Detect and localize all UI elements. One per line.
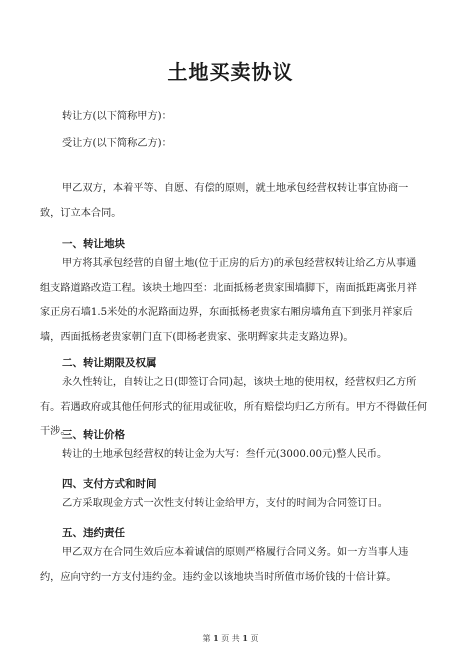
section-heading-1: 一、转让地块 xyxy=(62,238,125,250)
section-body-2: 永久性转让，自转让之日(即签订合同)起，该块土地的使用权，经营权归乙方所有。若遇政府或其他任何形式的征用或征收，所有赔偿均归乙方所有。甲方不得做任何干涉。 xyxy=(40,377,428,437)
section-body-3: 转让的土地承包经营权的转让金为大写：叁仟元(3000.00元)整人民币。 xyxy=(62,449,388,460)
intro-paragraph: 甲乙双方，本着平等、自愿、有偿的原则，就土地承包经营权转让事宜协商一致，订立本合同。 xyxy=(40,183,409,219)
party-a-line: 转让方(以下简称甲方)： xyxy=(62,111,172,122)
section-body-1: 甲方将其承包经营的自留土地(位于正房的后方)的承包经营权转让给乙方从事通组支路道路改造工程。该块土地四至：北面抵杨老贵家围墙脚下，南面抵距离张月祥家正房石墙1.5米处的水泥路面边界，东面抵杨老贵家右厢房墙角直下到张月祥家后墙，西面抵杨老贵家朝门直下(即杨老贵家、张明辉家共走支路边界)。 xyxy=(40,258,417,343)
section-body-4: 乙方采取现金方式一次性支付转让金给甲方，支付的时间为合同签订日。 xyxy=(62,498,388,509)
page-footer xyxy=(0,633,461,644)
section-heading-3: 三、转让价格 xyxy=(62,429,125,441)
page-title: 土地买卖协议 xyxy=(167,60,294,84)
section-body-5: 甲乙双方在合同生效后应本着诚信的原则严格履行合同义务。如一方当事人违约，应向守约一方支付违约金。违约金以该地块当时所值市场价钱的十倍计算。 xyxy=(40,547,409,583)
footer-total-pages: 1 xyxy=(242,633,248,643)
footer-page-number: 1 xyxy=(213,633,219,643)
footer-suffix: 页 xyxy=(250,634,259,643)
footer-middle: 页 共 xyxy=(221,634,240,643)
section-heading-2: 二、转让期限及权属 xyxy=(62,357,157,369)
footer-prefix: 第 xyxy=(202,634,211,643)
section-heading-4: 四、支付方式和时间 xyxy=(62,478,157,490)
party-b-line: 受让方(以下简称乙方)： xyxy=(62,138,172,149)
section-heading-5: 五、违约责任 xyxy=(62,527,125,539)
